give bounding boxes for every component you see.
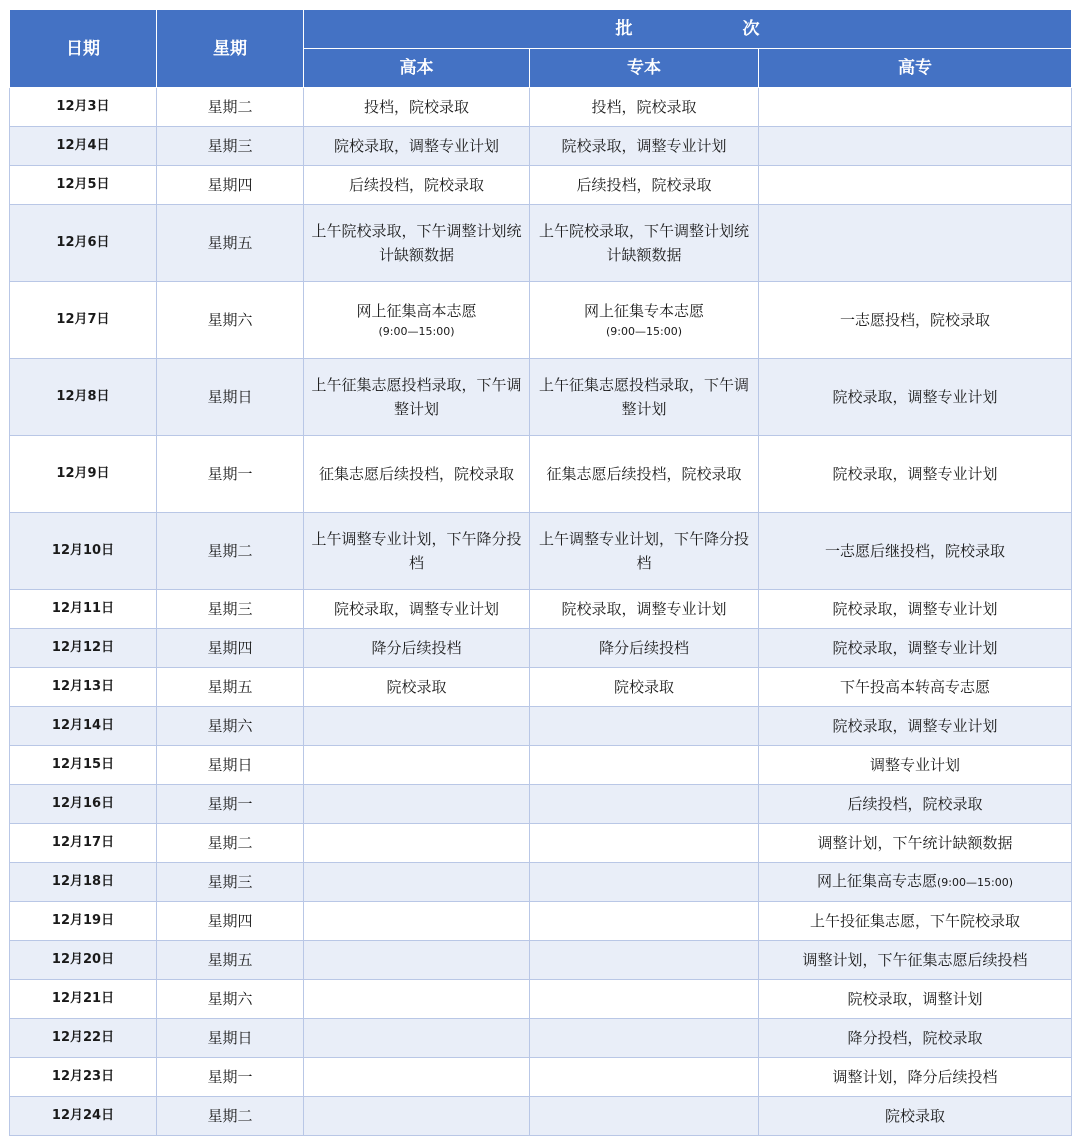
gaoben-cell: [304, 127, 530, 166]
gaozhuan-cell: [759, 785, 1072, 824]
zhuanben-cell: [530, 980, 759, 1019]
zhuanben-cell-time-note: (9:00—15:00): [606, 325, 682, 338]
zhuanben-cell: [530, 88, 759, 127]
zhuanben-cell: [530, 668, 759, 707]
date-cell: [10, 1097, 157, 1136]
header-gaozhuan: 高专: [759, 49, 1072, 88]
date-cell-text: 12月24日: [51, 1108, 115, 1123]
table-row: [10, 513, 1072, 590]
date-cell-text: 12月5日: [56, 177, 110, 192]
table-row: [10, 127, 1072, 166]
header-weekday: 星期: [157, 10, 304, 88]
date-cell: [10, 205, 157, 282]
weekday-cell-text: 星期二: [207, 834, 253, 852]
date-cell-text: 12月22日: [51, 1030, 115, 1045]
gaozhuan-cell-text: 院校录取，调整专业计划: [832, 388, 998, 406]
table-row: [10, 668, 1072, 707]
gaoben-cell-text: 征集志愿后续投档，院校录取: [318, 465, 514, 483]
table-row: [10, 590, 1072, 629]
gaoben-cell: [304, 1097, 530, 1136]
date-cell: [10, 436, 157, 513]
zhuanben-cell: [530, 590, 759, 629]
weekday-cell: [157, 707, 304, 746]
table-row: [10, 88, 1072, 127]
date-cell-text: 12月18日: [51, 874, 115, 889]
date-cell-text: 12月20日: [51, 952, 115, 967]
zhuanben-cell: [530, 513, 759, 590]
header-gaoben: 高本: [304, 49, 530, 88]
table-row: [10, 166, 1072, 205]
gaozhuan-cell: [759, 629, 1072, 668]
weekday-cell: [157, 668, 304, 707]
table-row: [10, 282, 1072, 359]
gaozhuan-cell-text: 调整计划，降分后续投档: [832, 1068, 998, 1086]
zhuanben-cell: [530, 359, 759, 436]
table-row: [10, 1019, 1072, 1058]
weekday-cell-text: 星期日: [207, 388, 253, 406]
weekday-cell: [157, 1058, 304, 1097]
zhuanben-cell: [530, 1019, 759, 1058]
weekday-cell-text: 星期二: [207, 542, 253, 560]
weekday-cell-text: 星期一: [207, 1068, 253, 1086]
weekday-cell: [157, 863, 304, 902]
gaoben-cell: [304, 746, 530, 785]
gaozhuan-cell-text: 后续投档，院校录取: [847, 795, 983, 813]
date-cell: [10, 941, 157, 980]
date-cell: [10, 590, 157, 629]
gaozhuan-cell-text: 院校录取，调整专业计划: [832, 717, 998, 735]
header-batch: [304, 10, 1072, 49]
header-date: 日期: [10, 10, 157, 88]
weekday-cell: [157, 980, 304, 1019]
gaoben-cell: [304, 824, 530, 863]
date-cell-text: 12月4日: [56, 138, 110, 153]
gaozhuan-cell-text: 院校录取，调整专业计划: [832, 600, 998, 618]
weekday-cell-text: 星期一: [207, 795, 253, 813]
date-cell-text: 12月7日: [56, 312, 110, 327]
table-row: [10, 824, 1072, 863]
weekday-cell: [157, 902, 304, 941]
zhuanben-cell: [530, 282, 759, 359]
gaozhuan-cell-text: 院校录取: [885, 1107, 946, 1125]
zhuanben-cell: [530, 205, 759, 282]
zhuanben-cell-text: 上午征集志愿投档录取，下午调整计划: [538, 376, 749, 418]
gaozhuan-cell-text: 网上征集高专志愿: [817, 872, 938, 890]
gaoben-cell: [304, 166, 530, 205]
date-cell: [10, 513, 157, 590]
weekday-cell-text: 星期一: [207, 465, 253, 483]
gaoben-cell: [304, 707, 530, 746]
gaoben-cell: [304, 902, 530, 941]
gaozhuan-cell: [759, 590, 1072, 629]
weekday-cell: [157, 746, 304, 785]
gaoben-cell: [304, 88, 530, 127]
zhuanben-cell: [530, 824, 759, 863]
header-zhuanben: 专本: [530, 49, 759, 88]
gaozhuan-cell: [759, 436, 1072, 513]
zhuanben-cell-text: 投档，院校录取: [591, 98, 697, 116]
date-cell: [10, 166, 157, 205]
gaozhuan-cell-text: 院校录取，调整计划: [847, 990, 983, 1008]
weekday-cell: [157, 359, 304, 436]
weekday-cell: [157, 590, 304, 629]
weekday-cell: [157, 436, 304, 513]
weekday-cell: [157, 205, 304, 282]
gaoben-cell: [304, 436, 530, 513]
gaozhuan-cell: [759, 707, 1072, 746]
date-cell-text: 12月19日: [51, 913, 115, 928]
gaozhuan-cell-text: 调整计划，下午征集志愿后续投档: [802, 951, 1028, 969]
gaozhuan-cell: [759, 205, 1072, 282]
weekday-cell-text: 星期二: [207, 1107, 253, 1125]
weekday-cell-text: 星期三: [207, 137, 253, 155]
schedule-container: [9, 9, 1072, 1136]
weekday-cell: [157, 282, 304, 359]
gaozhuan-cell: [759, 863, 1072, 902]
gaozhuan-cell-text: 调整专业计划: [870, 756, 961, 774]
weekday-cell-text: 星期四: [207, 176, 253, 194]
gaoben-cell: [304, 359, 530, 436]
zhuanben-cell-text: 征集志愿后续投档，院校录取: [546, 465, 742, 483]
weekday-cell-text: 星期四: [207, 912, 253, 930]
date-cell-text: 12月23日: [51, 1069, 115, 1084]
admission-schedule-table: [9, 9, 1072, 1136]
gaozhuan-cell: [759, 824, 1072, 863]
gaozhuan-cell-text: 降分投档，院校录取: [847, 1029, 983, 1047]
table-row: [10, 746, 1072, 785]
weekday-cell-text: 星期二: [207, 98, 253, 116]
date-cell-text: 12月6日: [56, 235, 110, 250]
weekday-cell: [157, 1097, 304, 1136]
date-cell-text: 12月14日: [51, 718, 115, 733]
zhuanben-cell: [530, 1097, 759, 1136]
weekday-cell-text: 星期三: [207, 873, 253, 891]
gaozhuan-cell: [759, 902, 1072, 941]
gaoben-cell: [304, 205, 530, 282]
gaoben-cell: [304, 941, 530, 980]
header-batch-label: 批次: [615, 19, 870, 39]
table-row: [10, 359, 1072, 436]
weekday-cell-text: 星期六: [207, 990, 253, 1008]
gaozhuan-cell: [759, 746, 1072, 785]
zhuanben-cell: [530, 746, 759, 785]
gaoben-cell: [304, 980, 530, 1019]
gaoben-cell-text: 院校录取，调整专业计划: [333, 137, 499, 155]
header-row-1: [10, 10, 1072, 49]
date-cell: [10, 127, 157, 166]
date-cell-text: 12月13日: [51, 679, 115, 694]
gaoben-cell-time-note: (9:00—15:00): [378, 325, 455, 338]
date-cell: [10, 707, 157, 746]
table-row: [10, 902, 1072, 941]
table-row: [10, 941, 1072, 980]
date-cell-text: 12月9日: [56, 466, 110, 481]
gaoben-cell-text: 院校录取，调整专业计划: [333, 600, 499, 618]
date-cell-text: 12月17日: [51, 835, 115, 850]
gaoben-cell-text: 上午院校录取，下午调整计划统计缺额数据: [311, 222, 522, 264]
zhuanben-cell-text: 院校录取，调整专业计划: [561, 600, 727, 618]
date-cell: [10, 282, 157, 359]
gaoben-cell: [304, 1058, 530, 1097]
date-cell: [10, 629, 157, 668]
gaoben-cell-text: 投档，院校录取: [363, 98, 469, 116]
date-cell: [10, 746, 157, 785]
weekday-cell-text: 星期五: [207, 234, 253, 252]
zhuanben-cell: [530, 629, 759, 668]
date-cell-text: 12月11日: [51, 601, 115, 616]
gaoben-cell-text: 上午征集志愿投档录取，下午调整计划: [311, 376, 522, 418]
gaozhuan-cell: [759, 359, 1072, 436]
date-cell: [10, 902, 157, 941]
zhuanben-cell: [530, 785, 759, 824]
weekday-cell-text: 星期五: [207, 678, 253, 696]
table-row: [10, 436, 1072, 513]
zhuanben-cell-text: 院校录取，调整专业计划: [561, 137, 727, 155]
gaozhuan-cell: [759, 282, 1072, 359]
table-row: [10, 863, 1072, 902]
gaoben-cell: [304, 590, 530, 629]
zhuanben-cell: [530, 436, 759, 513]
gaoben-cell: [304, 513, 530, 590]
weekday-cell: [157, 513, 304, 590]
zhuanben-cell: [530, 707, 759, 746]
gaozhuan-cell: [759, 1097, 1072, 1136]
date-cell: [10, 863, 157, 902]
table-row: [10, 1097, 1072, 1136]
zhuanben-cell-text: 后续投档，院校录取: [576, 176, 712, 194]
zhuanben-cell-text: 网上征集专本志愿: [583, 302, 704, 320]
gaoben-cell-text: 院校录取: [386, 678, 447, 696]
gaoben-cell: [304, 863, 530, 902]
date-cell-text: 12月16日: [51, 796, 115, 811]
date-cell-text: 12月10日: [51, 543, 115, 558]
gaozhuan-cell: [759, 166, 1072, 205]
zhuanben-cell-text: 降分后续投档: [598, 639, 689, 657]
gaozhuan-cell: [759, 1019, 1072, 1058]
date-cell: [10, 824, 157, 863]
weekday-cell-text: 星期四: [207, 639, 253, 657]
gaoben-cell: [304, 282, 530, 359]
gaozhuan-cell: [759, 668, 1072, 707]
weekday-cell: [157, 127, 304, 166]
date-cell-text: 12月8日: [56, 389, 110, 404]
zhuanben-cell: [530, 127, 759, 166]
date-cell-text: 12月21日: [51, 991, 115, 1006]
gaoben-cell-text: 上午调整专业计划，下午降分投档: [311, 530, 522, 572]
weekday-cell: [157, 88, 304, 127]
gaozhuan-cell: [759, 980, 1072, 1019]
date-cell: [10, 785, 157, 824]
weekday-cell-text: 星期三: [207, 600, 253, 618]
date-cell: [10, 359, 157, 436]
weekday-cell-text: 星期日: [207, 1029, 253, 1047]
table-body: [10, 88, 1072, 1136]
gaozhuan-cell-text: 一志愿投档，院校录取: [840, 311, 991, 329]
gaozhuan-cell-text: 一志愿后继投档，院校录取: [825, 542, 1006, 560]
weekday-cell-text: 星期六: [207, 311, 253, 329]
table-row: [10, 707, 1072, 746]
zhuanben-cell-text: 上午调整专业计划，下午降分投档: [538, 530, 749, 572]
weekday-cell: [157, 629, 304, 668]
date-cell: [10, 1058, 157, 1097]
zhuanben-cell: [530, 941, 759, 980]
weekday-cell: [157, 785, 304, 824]
table-row: [10, 980, 1072, 1019]
date-cell-text: 12月15日: [51, 757, 115, 772]
gaozhuan-cell-time-note: (9:00—15:00): [937, 876, 1014, 889]
gaozhuan-cell: [759, 127, 1072, 166]
gaozhuan-cell-text: 院校录取，调整专业计划: [832, 639, 998, 657]
weekday-cell-text: 星期六: [207, 717, 253, 735]
date-cell-text: 12月3日: [56, 99, 110, 114]
gaozhuan-cell-text: 调整计划，下午统计缺额数据: [817, 834, 1013, 852]
gaoben-cell: [304, 785, 530, 824]
zhuanben-cell: [530, 863, 759, 902]
table-row: [10, 1058, 1072, 1097]
gaoben-cell: [304, 668, 530, 707]
weekday-cell: [157, 824, 304, 863]
weekday-cell: [157, 941, 304, 980]
date-cell: [10, 980, 157, 1019]
date-cell-text: 12月12日: [51, 640, 115, 655]
gaoben-cell-text: 后续投档，院校录取: [348, 176, 484, 194]
date-cell: [10, 88, 157, 127]
weekday-cell: [157, 166, 304, 205]
gaozhuan-cell-text: 上午投征集志愿，下午院校录取: [810, 912, 1021, 930]
zhuanben-cell-text: 院校录取: [613, 678, 674, 696]
table-row: [10, 629, 1072, 668]
gaozhuan-cell-text: 下午投高本转高专志愿: [840, 678, 991, 696]
date-cell: [10, 668, 157, 707]
table-row: [10, 785, 1072, 824]
date-cell: [10, 1019, 157, 1058]
gaozhuan-cell: [759, 1058, 1072, 1097]
zhuanben-cell: [530, 1058, 759, 1097]
gaoben-cell: [304, 1019, 530, 1058]
gaozhuan-cell: [759, 941, 1072, 980]
gaoben-cell-text: 降分后续投档: [371, 639, 462, 657]
weekday-cell-text: 星期五: [207, 951, 253, 969]
gaozhuan-cell-text: 院校录取，调整专业计划: [832, 465, 998, 483]
gaoben-cell-text: 网上征集高本志愿: [356, 302, 477, 320]
zhuanben-cell: [530, 902, 759, 941]
zhuanben-cell-text: 上午院校录取，下午调整计划统计缺额数据: [538, 222, 749, 264]
weekday-cell-text: 星期日: [207, 756, 253, 774]
table-header: [10, 10, 1072, 88]
gaoben-cell: [304, 629, 530, 668]
weekday-cell: [157, 1019, 304, 1058]
gaozhuan-cell: [759, 513, 1072, 590]
gaozhuan-cell: [759, 88, 1072, 127]
zhuanben-cell: [530, 166, 759, 205]
table-row: [10, 205, 1072, 282]
